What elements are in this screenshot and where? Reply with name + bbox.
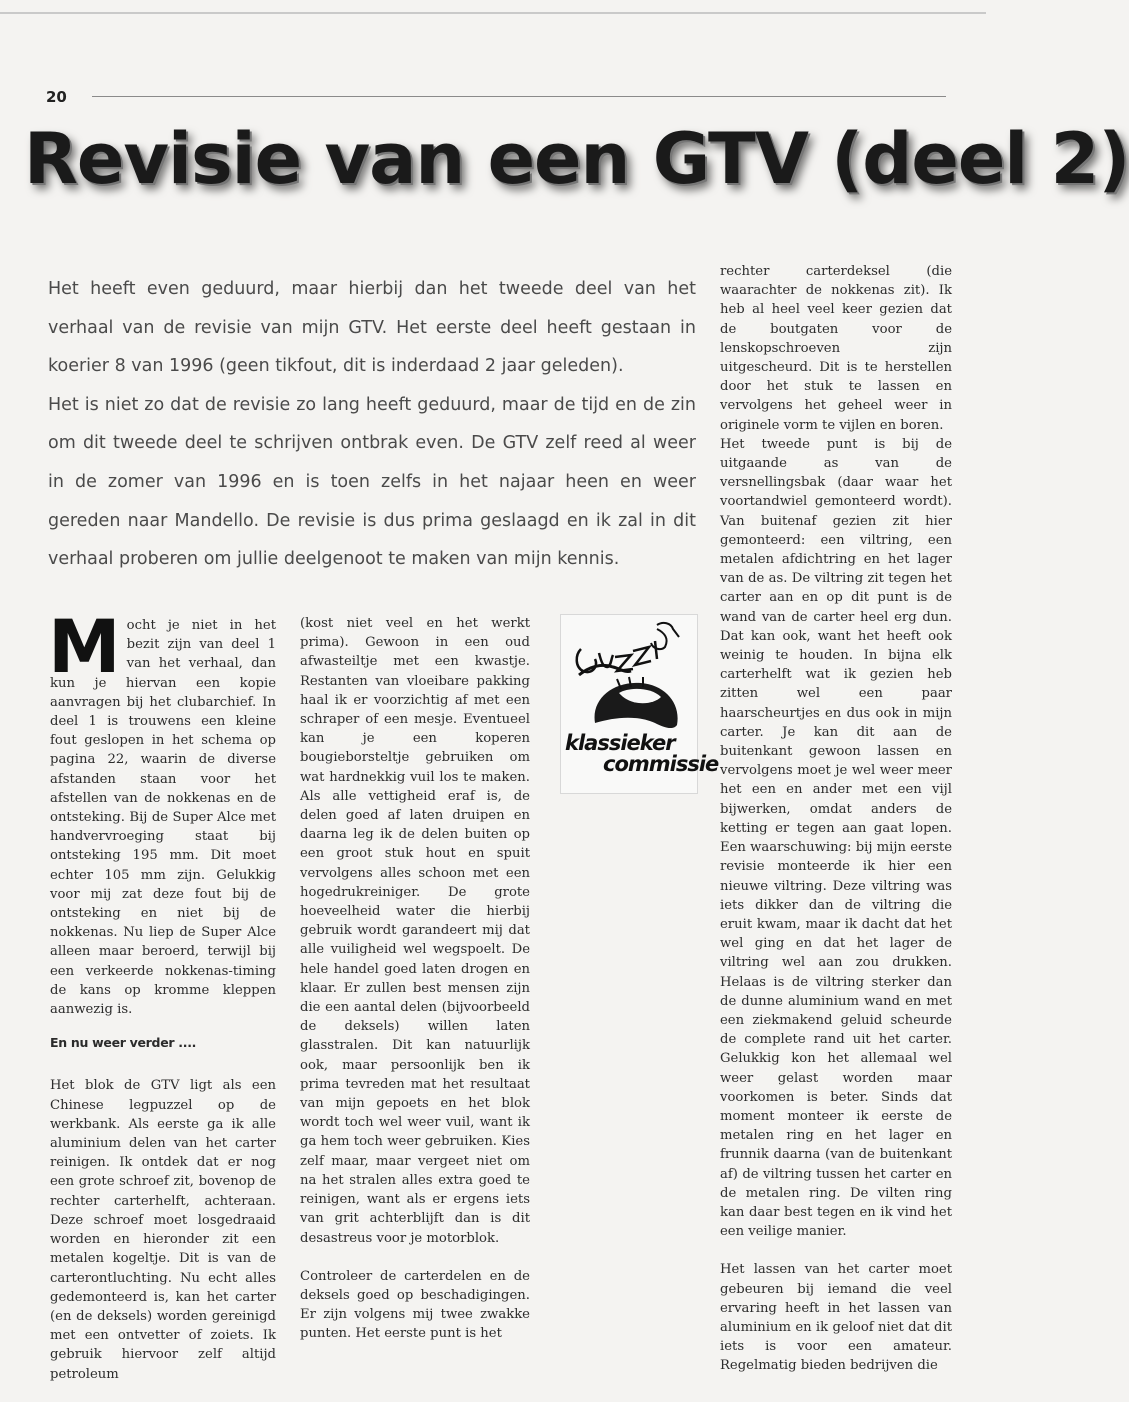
body-paragraph: rechter carterdeksel (die waarachter de nokkenas zit). Ik heb al heel veel keer gezien dat de boutgaten voor de lenskopschroeven zijn uitgescheurd. Dit is te herstellen door het stuk te lassen en vervolgens het geheel weer in originele vorm te vijlen en boren.	[720, 264, 952, 433]
body-paragraph: Het tweede punt is bij de uitgaande as van de versnellingsbak (daar waar het voortandwiel gemonteerd wordt). Van buitenaf gezien zit hier gemonteerd: een viltring, een metalen afdichtring en het lager van de as. De viltring zit tegen het carter aan en op dit punt is de wand van de carter heel erg dun. Dat kan ook, want het heeft ook weinig te houden. In bijna elk carterhelft wat ik gezien heb zitten wel een paar haarscheurtjes en dus ook in mijn carter. Je kan dit aan de buitenkant gewoon lassen en vervolgens moet je wel weer meer het een en ander met een vijl bijwerken, omdat anders de ketting er tegen aan gaat lopen. Een waarschuwing: bij mijn eerste revisie monteerde ik hier een nieuwe viltring. Deze viltring was iets dikker dan de viltring die eruit kwam, maar ik dacht dat het wel ging en dat het lager de viltring wel aan zou drukken. Helaas is de viltring sterker dan de dunne aluminium wand en met een ziekmakend geluid scheurde de complete rand uit het carter. Gelukkig kon het allemaal wel weer gelast worden maar voorkomen is beter. Sinds dat moment monteer ik eerste de metalen ring en het lager en frunnik daarna (van de buitenkant af) de viltring tussen het carter en de metalen ring. De vilten ring kan daar best tegen en ik vind het een veilige manier.	[720, 436, 952, 1240]
intro-paragraph: Het is niet zo dat de revisie zo lang heeft geduurd, maar de tijd en de zin om dit tweede deel te schrijven ontbrak even. De GTV zelf reed al weer in de zomer van 1996 en is toen zelfs in het najaar heen en weer gereden naar Mandello. De revisie is dus prima geslaagd en ik zal in dit verhaal proberen om jullie deelgenoot te maken van mijn kennis.	[48, 394, 696, 570]
logo-text-commissie: commissie	[603, 752, 719, 776]
logo-text-klassieker: klassieker	[565, 731, 675, 755]
page-number: 20	[46, 88, 67, 106]
paragraph-gap	[720, 1241, 952, 1260]
drop-cap: M	[48, 605, 121, 690]
body-paragraph	[48, 605, 276, 1019]
paragraph-gap	[300, 1248, 530, 1267]
top-edge-line	[0, 12, 986, 14]
body-paragraph: Controleer de carterdelen en de deksels goed op beschadigingen. Er zijn volgens mij twee zwakke punten. Het eerste punt is het	[300, 1268, 530, 1342]
paragraph-text: ocht je niet in het bezit zijn van deel 1 van het verhaal, dan kun je hiervan een kopie aanvragen bij het clubarchief. In deel 1 is trouwens een kleine fout geslopen in het schema op pagina 22, waarin de diverse afstanden staan voor het afstellen van de nokkenas en de ontsteking. Bij de Super Alce met handvervroeging staat bij ontsteking 195 mm. Dit moet echter 105 mm zijn. Gelukkig voor mij zat deze fout bij de ontsteking en niet bij de nokkenas. Nu liep de Super Alce alleen maar beroerd, terwijl bij een verkeerde nokkenas-timing de kans op kromme kleppen aanwezig is.	[50, 618, 276, 1018]
intro-paragraph: Het heeft even geduurd, maar hierbij dan het tweede deel van het verhaal van de revisie van mijn GTV. Het eerste deel heeft gestaan in koerier 8 van 1996 (geen tikfout, dit is inderdaad 2 jaar geleden).	[48, 279, 696, 377]
article-title: Revisie van een GTV (deel 2)	[24, 118, 1129, 200]
body-paragraph: Het lassen van het carter moet gebeuren bij iemand die veel ervaring heeft in het lassen van aluminium en ik geloof niet dat dit iets is voor een amateur. Regelmatig bieden bedrijven die	[720, 1262, 952, 1374]
guzzi-eagle-helmet-icon	[561, 615, 697, 735]
body-paragraph: (kost niet veel en het werkt prima). Gewoon in een oud afwasteiltje met een kwastje. Restanten van vloeibare pakking haal ik er voorzichtig af met een schraper of een mesje. Eventueel kan je een koperen bougieborsteltje gebruiken om wat hardnekkig vuil los te maken. Als alle vettigheid eraf is, de delen goed af laten druipen en daarna leg ik de delen buiten op een groot stuk hout en spuit vervolgens alles schoon met een hogedrukreiniger. De grote hoeveelheid water die hierbij gebruik wordt garandeert mij dat alle vuiligheid wel wegspoelt. De hele handel goed laten drogen en klaar. Er zullen best mensen zijn die een aantal delen (bijvoorbeeld de deksels) willen laten glasstralen. Dit kan natuurlijk ook, maar persoonlijk ben ik prima tevreden mat het resultaat van mijn gepoets en het blok wordt toch wel weer vuil, want ik ga hem toch weer gebruiken. Kies zelf maar, maar vergeet niet om na het stralen alles extra goed te reinigen, want als er ergens iets van grit achterblijft dan is dit desastreus voor je motorblok.	[300, 616, 530, 1246]
article-intro	[48, 270, 696, 579]
klassieker-commissie-logo	[560, 614, 719, 794]
section-subheading: En nu weer verder ....	[50, 1035, 197, 1051]
column-3	[720, 262, 952, 1376]
column-2	[300, 614, 530, 1344]
body-paragraph: Het blok de GTV ligt als een Chinese legpuzzel op de werkbank. Als eerste ga ik alle aluminium delen van het carter reinigen. Ik ontdek dat er nog een grote schroef zit, bovenop de rechter carterhelft, achteraan. Deze schroef moet losgedraaid worden en hieronder zit een metalen kogeltje. Dit is van de carterontluchting. Nu echt alles gedemonteerd is, kan het carter (en de deksels) worden gereinigd met een ontvetter of zoiets. Ik gebruik hiervoor zelf altijd petroleum	[50, 1078, 276, 1382]
header-rule	[92, 96, 946, 97]
column-1	[48, 605, 276, 1384]
